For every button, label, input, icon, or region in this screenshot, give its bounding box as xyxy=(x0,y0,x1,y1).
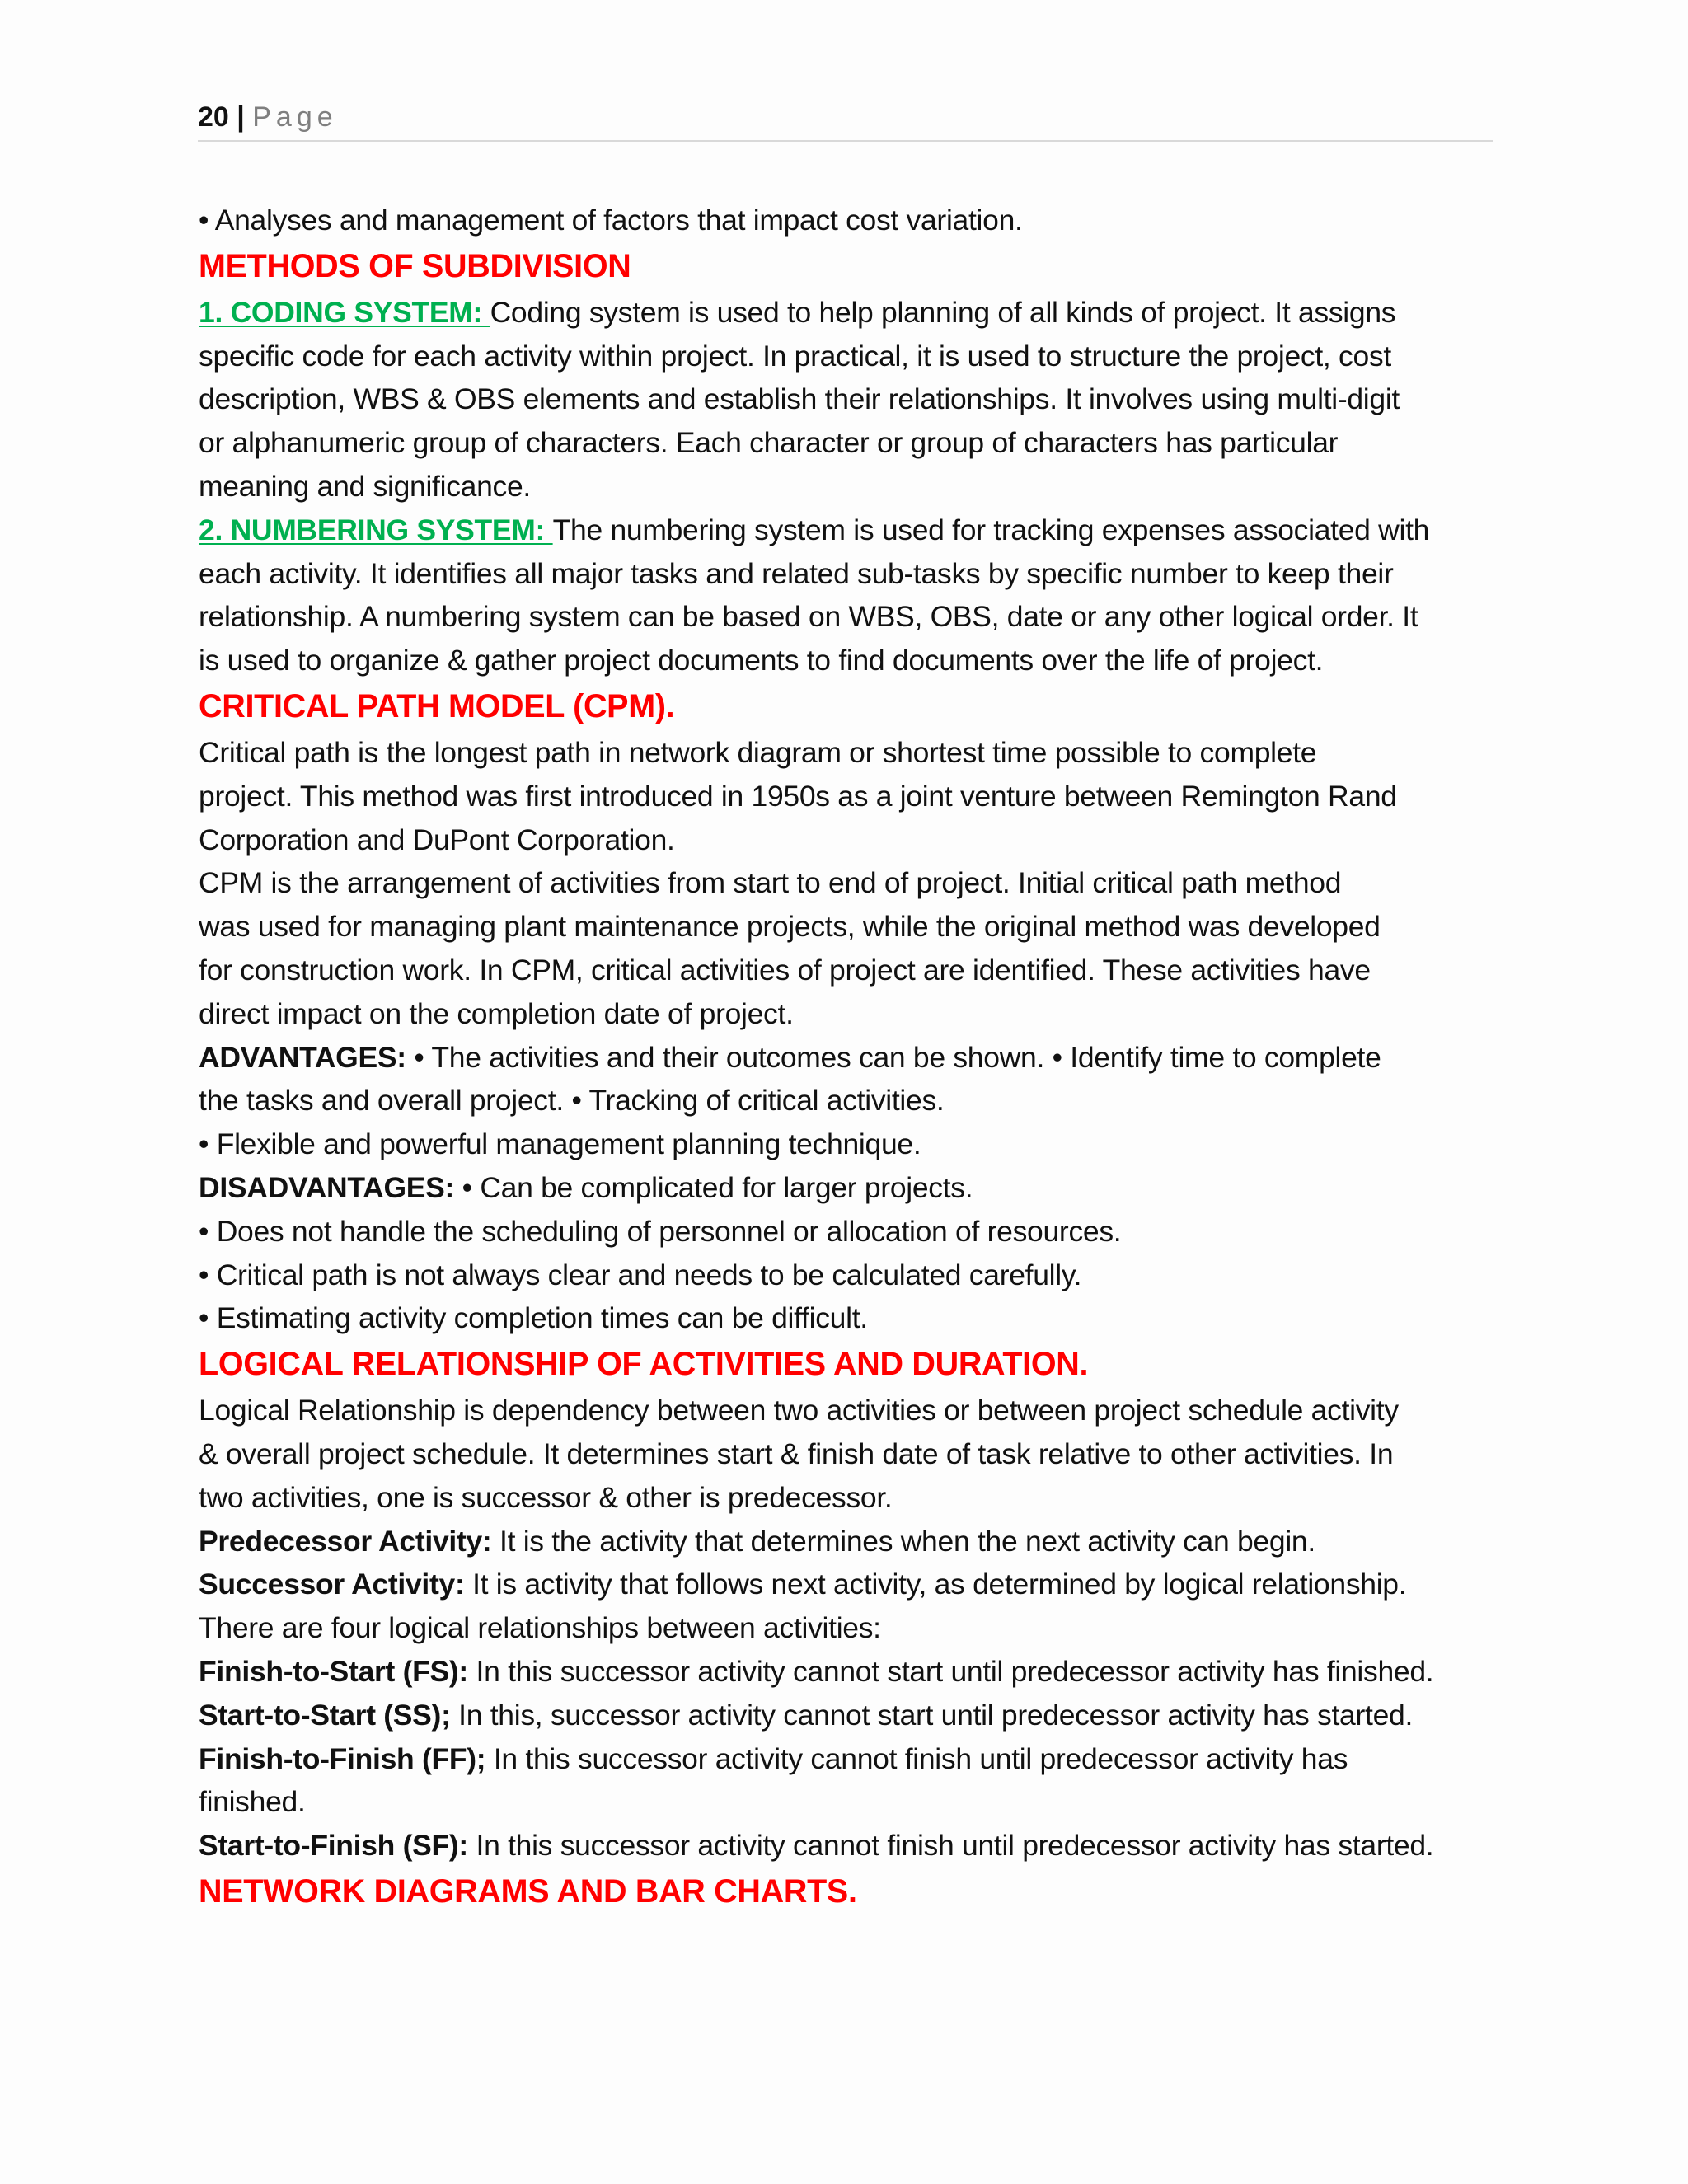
disadvantages-label: DISADVANTAGES: xyxy=(199,1170,455,1204)
bullet-item: • Critical path is not always clear and needs to be calculated carefully. xyxy=(199,1258,1082,1291)
predecessor-text: It is the activity that determines when the next activity can begin. xyxy=(491,1524,1315,1558)
advantages-line xyxy=(199,1036,1501,1080)
paragraph-line: & overall project schedule. It determines start & finish date of task relative to other activities. In xyxy=(199,1436,1394,1470)
start-to-finish-label: Start-to-Finish (SF): xyxy=(199,1829,468,1863)
paragraph-line: each activity. It identifies all major tasks and related sub-tasks by specific number to keep their xyxy=(199,556,1394,590)
document-body xyxy=(199,199,1501,1916)
paragraph-line: CPM is the arrangement of activities from start to end of project. Initial critical path method xyxy=(199,866,1342,900)
predecessor-label: Predecessor Activity: xyxy=(199,1524,492,1558)
paragraph-line: project. This method was first introduced in 1950s as a joint venture between Remington Rand xyxy=(199,779,1397,813)
paragraph-line: direct impact on the completion date of project. xyxy=(199,996,794,1030)
numbering-system-line xyxy=(199,509,1501,552)
paragraph-line: There are four logical relationships between activities: xyxy=(199,1611,881,1645)
heading-network-diagrams: NETWORK DIAGRAMS AND BAR CHARTS. xyxy=(199,1872,857,1910)
paragraph-line: Corporation and DuPont Corporation. xyxy=(199,823,675,856)
start-to-start-label: Start-to-Start (SS); xyxy=(199,1698,451,1732)
paragraph-line: finished. xyxy=(199,1785,306,1819)
bullet-item: • Flexible and powerful management planning technique. xyxy=(199,1127,921,1161)
numbering-system-text: The numbering system is used for tracking expenses associated with xyxy=(552,513,1430,546)
heading-methods-of-subdivision: METHODS OF SUBDIVISION xyxy=(199,247,631,284)
start-to-start-line xyxy=(199,1694,1501,1737)
advantages-label: ADVANTAGES: xyxy=(199,1040,406,1074)
finish-to-finish-text: In this successor activity cannot finish until predecessor activity has xyxy=(485,1741,1348,1775)
paragraph-line: meaning and significance. xyxy=(199,469,531,503)
coding-system-label: 1. CODING SYSTEM: xyxy=(199,295,490,329)
paragraph-line: description, WBS & OBS elements and establish their relationships. It involves using multi-digit xyxy=(199,382,1400,416)
finish-to-finish-label: Finish-to-Finish (FF); xyxy=(199,1741,486,1775)
start-to-finish-text: In this successor activity cannot finish until predecessor activity has started. xyxy=(467,1829,1434,1863)
successor-text: It is activity that follows next activity, as determined by logical relationship. xyxy=(464,1568,1407,1601)
page-header xyxy=(198,97,1493,142)
disadvantages-text: • Can be complicated for larger projects. xyxy=(454,1170,973,1204)
finish-to-start-line xyxy=(199,1650,1501,1694)
paragraph-line: relationship. A numbering system can be based on WBS, OBS, date or any other logical order. It xyxy=(199,600,1418,634)
paragraph-line: for construction work. In CPM, critical activities of project are identified. These activities have xyxy=(199,953,1371,987)
bullet-item: • Estimating activity completion times can be difficult. xyxy=(199,1301,868,1335)
successor-label: Successor Activity: xyxy=(199,1568,465,1601)
finish-to-start-text: In this successor activity cannot start until predecessor activity has finished. xyxy=(467,1654,1434,1688)
heading-critical-path-model: CRITICAL PATH MODEL (CPM). xyxy=(199,687,675,724)
numbering-system-label: 2. NUMBERING SYSTEM: xyxy=(199,513,553,546)
paragraph-line: Critical path is the longest path in network diagram or shortest time possible to complete xyxy=(199,735,1317,769)
finish-to-finish-line xyxy=(199,1737,1501,1781)
paragraph-line: two activities, one is successor & other is predecessor. xyxy=(199,1480,893,1514)
coding-system-text: Coding system is used to help planning of all kinds of project. It assigns xyxy=(490,295,1396,329)
page-label: Page xyxy=(252,101,338,133)
start-to-finish-line xyxy=(199,1824,1501,1868)
disadvantages-line xyxy=(199,1166,1501,1210)
heading-logical-relationship: LOGICAL RELATIONSHIP OF ACTIVITIES AND DURATION. xyxy=(199,1346,1089,1383)
coding-system-line xyxy=(199,291,1501,335)
bullet-cost-variation: • Analyses and management of factors that impact cost variation. xyxy=(199,204,1023,237)
paragraph-line: specific code for each activity within project. In practical, it is used to structure the project, cost xyxy=(199,339,1391,373)
paragraph-line: is used to organize & gather project documents to find documents over the life of project. xyxy=(199,644,1324,677)
paragraph-line: the tasks and overall project. • Tracking of critical activities. xyxy=(199,1084,945,1118)
finish-to-start-label: Finish-to-Start (FS): xyxy=(199,1654,468,1688)
start-to-start-text: In this, successor activity cannot start until predecessor activity has started. xyxy=(450,1698,1414,1732)
paragraph-line: was used for managing plant maintenance projects, while the original method was developed xyxy=(199,910,1381,944)
predecessor-line xyxy=(199,1520,1501,1563)
advantages-text: • The activities and their outcomes can be shown. • Identify time to complete xyxy=(406,1040,1381,1074)
page-separator: | xyxy=(237,101,245,133)
paragraph-line: or alphanumeric group of characters. Each character or group of characters has particular xyxy=(199,426,1339,460)
bullet-item: • Does not handle the scheduling of personnel or allocation of resources. xyxy=(199,1214,1122,1248)
page-number: 20 xyxy=(198,101,229,133)
successor-line xyxy=(199,1563,1501,1606)
paragraph-line: Logical Relationship is dependency between two activities or between project schedule activity xyxy=(199,1394,1399,1427)
